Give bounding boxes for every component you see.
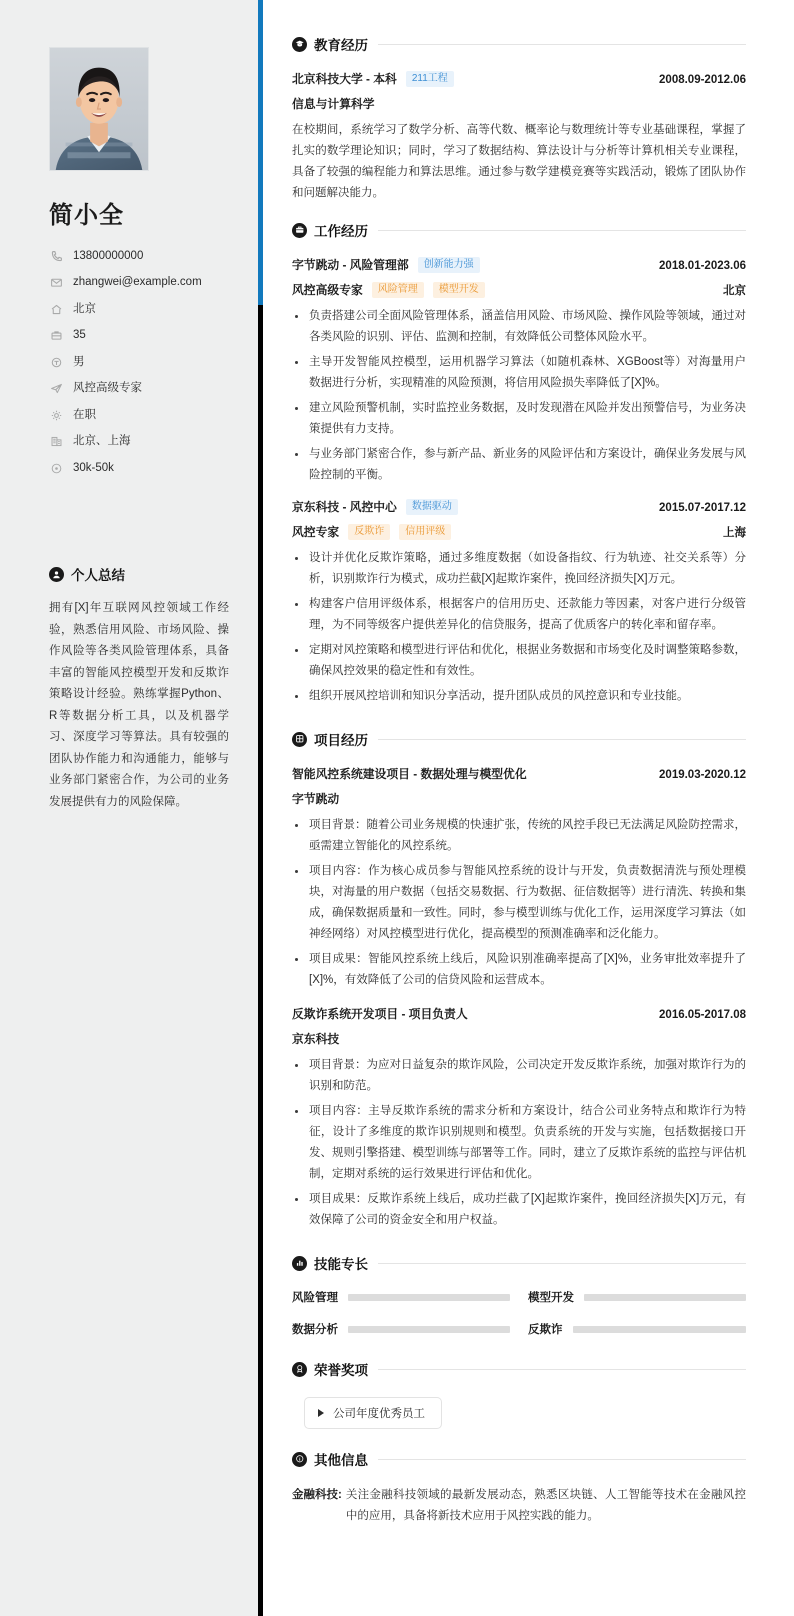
work-date: 2015.07-2017.12 bbox=[659, 502, 746, 514]
salary-icon bbox=[49, 461, 64, 476]
project-entry bbox=[292, 765, 746, 991]
other-info-row bbox=[292, 1485, 746, 1527]
education-school: 北京科技大学 - 本科 bbox=[292, 72, 397, 86]
grid-icon bbox=[292, 732, 307, 747]
contact-city bbox=[49, 301, 232, 317]
contact-salary bbox=[49, 460, 232, 476]
project-name-left bbox=[292, 765, 647, 782]
skill-item bbox=[528, 1289, 746, 1305]
play-triangle-icon bbox=[318, 1409, 324, 1417]
skill-item bbox=[528, 1321, 746, 1337]
bullet-item: 项目背景：随着公司业务规模的快速扩张，传统的风控手段已无法满足风险防控需求，亟需建立智能化的风控系统。 bbox=[292, 815, 746, 857]
contact-value: zhangwei@example.com bbox=[73, 276, 202, 288]
sidebar bbox=[0, 0, 258, 1616]
other-info-header bbox=[292, 1449, 746, 1469]
divider-accent-segment bbox=[258, 0, 263, 305]
honors-title: 荣誉奖项 bbox=[314, 1363, 368, 1378]
contact-value: 35 bbox=[73, 329, 86, 341]
info-circle-icon bbox=[292, 1452, 307, 1467]
bullet-item: 设计并优化反欺诈策略，通过多维度数据（如设备指纹、行为轨迹、社交关系等）分析，识别欺诈行为模式，成功拦截[X]起欺诈案件，挽回经济损失[X]万元。 bbox=[292, 548, 746, 590]
work-location: 北京 bbox=[723, 285, 746, 297]
section-honors bbox=[292, 1359, 746, 1449]
section-projects bbox=[292, 729, 746, 1231]
send-icon bbox=[49, 381, 64, 396]
projects-title: 项目经历 bbox=[314, 733, 368, 748]
work-company-left bbox=[292, 498, 647, 515]
briefcase-icon bbox=[49, 328, 64, 343]
contact-value: 北京、上海 bbox=[73, 435, 131, 447]
bullet-item: 建立风险预警机制，实时监控业务数据，及时发现潜在风险并发出预警信号，为业务决策提供有力支持。 bbox=[292, 398, 746, 440]
work-company: 京东科技 - 风控中心 bbox=[292, 500, 397, 514]
skills-header bbox=[292, 1253, 746, 1273]
work-date: 2018.01-2023.06 bbox=[659, 260, 746, 272]
contact-value: 30k-50k bbox=[73, 461, 114, 474]
skills-grid bbox=[292, 1289, 746, 1337]
bullet-item: 项目成果：反欺诈系统上线后，成功拦截了[X]起欺诈案件，挽回经济损失[X]万元，有效保障了公司的资金安全和用户权益。 bbox=[292, 1189, 746, 1231]
work-role: 风控高级专家 bbox=[292, 283, 363, 297]
skill-label: 模型开发 bbox=[528, 1292, 574, 1304]
section-rule bbox=[378, 44, 746, 45]
contact-value: 男 bbox=[73, 355, 85, 368]
skills-title: 技能专长 bbox=[314, 1257, 368, 1272]
skill-progress-track bbox=[573, 1326, 747, 1333]
contact-gender bbox=[49, 354, 232, 370]
work-role-row bbox=[292, 523, 746, 540]
work-bullets bbox=[292, 548, 746, 707]
contact-locations bbox=[49, 434, 232, 450]
status-icon bbox=[49, 408, 64, 423]
summary-title: 个人总结 bbox=[71, 568, 125, 583]
project-name-left bbox=[292, 1005, 647, 1022]
work-role-tag: 反欺诈 bbox=[348, 524, 390, 540]
project-name: 智能风控系统建设项目 - 数据处理与模型优化 bbox=[292, 767, 527, 781]
education-school-row bbox=[292, 70, 647, 87]
project-entry bbox=[292, 1005, 746, 1231]
project-company: 京东科技 bbox=[292, 1032, 340, 1046]
project-company: 字节跳动 bbox=[292, 792, 340, 806]
section-rule bbox=[378, 1369, 746, 1370]
education-entry bbox=[292, 70, 746, 204]
email-icon bbox=[49, 275, 64, 290]
gender-icon bbox=[49, 355, 64, 370]
skill-label: 数据分析 bbox=[292, 1324, 338, 1336]
bullet-item: 定期对风控策略和模型进行评估和优化，根据业务数据和市场变化及时调整策略参数，确保风控效果的稳定性和有效性。 bbox=[292, 640, 746, 682]
project-head bbox=[292, 765, 746, 782]
work-company-row bbox=[292, 256, 746, 273]
work-header bbox=[292, 220, 746, 240]
honor-label: 公司年度优秀员工 bbox=[333, 1408, 425, 1420]
skill-progress-track bbox=[348, 1326, 510, 1333]
contact-value: 北京 bbox=[73, 302, 96, 315]
contact-status bbox=[49, 407, 232, 423]
profile-photo bbox=[49, 47, 149, 171]
contact-email bbox=[49, 275, 232, 291]
skill-item bbox=[292, 1289, 510, 1305]
education-header bbox=[292, 34, 746, 54]
skill-progress-track bbox=[348, 1294, 510, 1301]
project-date: 2016.05-2017.08 bbox=[659, 1009, 746, 1021]
work-title: 工作经历 bbox=[314, 224, 368, 239]
summary-text: 拥有[X]年互联网风控领域工作经验，熟悉信用风险、市场风险、操作风险等各类风险管理体系，具备丰富的智能风控模型开发和反欺诈策略设计经验。熟练掌握Python、R等数据分析工具，以及机器学习、深度学习等算法。具有较强的团队协作能力和沟通能力，能够与业务部门紧密合作，为公司的业务发展提供有力的风险保障。 bbox=[49, 602, 229, 808]
work-company-tag: 数据驱动 bbox=[406, 499, 458, 515]
section-skills bbox=[292, 1253, 746, 1337]
projects-header bbox=[292, 729, 746, 749]
work-entry bbox=[292, 498, 746, 707]
bullet-item: 项目背景：为应对日益复杂的欺诈风险，公司决定开发反欺诈系统，加强对欺诈行为的识别和防范。 bbox=[292, 1055, 746, 1097]
phone-icon bbox=[49, 249, 64, 264]
project-date: 2019.03-2020.12 bbox=[659, 769, 746, 781]
section-work bbox=[292, 220, 746, 707]
contact-list bbox=[49, 248, 232, 476]
avatar-illustration bbox=[50, 48, 148, 170]
suitcase-icon bbox=[292, 223, 307, 238]
bullet-item: 构建客户信用评级体系，根据客户的信用历史、还款能力等因素，对客户进行分级管理，为不同等级客户提供差异化的信贷服务，提高了优质客户的转化率和留存率。 bbox=[292, 594, 746, 636]
section-rule bbox=[378, 739, 746, 740]
project-bullets bbox=[292, 815, 746, 991]
honors-header bbox=[292, 1359, 746, 1379]
chart-bar-icon bbox=[292, 1256, 307, 1271]
bullet-item: 项目成果：智能风控系统上线后，风险识别准确率提高了[X]%，业务审批效率提升了[X]%，有效降低了公司的信贷风险和运营成本。 bbox=[292, 949, 746, 991]
skill-label: 风险管理 bbox=[292, 1292, 338, 1304]
education-date: 2008.09-2012.06 bbox=[659, 74, 746, 86]
skill-label: 反欺诈 bbox=[528, 1324, 563, 1336]
other-info-label: 金融科技: bbox=[292, 1489, 342, 1501]
education-tag: 211工程 bbox=[406, 71, 454, 87]
education-entry-head bbox=[292, 70, 746, 87]
contact-value: 在职 bbox=[73, 408, 96, 421]
candidate-name: 简小全 bbox=[49, 202, 124, 229]
work-location: 上海 bbox=[723, 527, 746, 539]
section-other-info bbox=[292, 1449, 746, 1527]
project-name: 反欺诈系统开发项目 - 项目负责人 bbox=[292, 1007, 468, 1021]
award-icon bbox=[292, 1362, 307, 1377]
bullet-item: 主导开发智能风控模型，运用机器学习算法（如随机森林、XGBoost等）对海量用户数据进行分析，实现精准的风险预测，将信用风险损失率降低了[X]%。 bbox=[292, 352, 746, 394]
bullet-item: 组织开展风控培训和知识分享活动，提升团队成员的风控意识和专业技能。 bbox=[292, 686, 746, 707]
work-company-row bbox=[292, 498, 746, 515]
education-major: 信息与计算科学 bbox=[292, 97, 375, 111]
skill-item bbox=[292, 1321, 510, 1337]
work-role-row bbox=[292, 281, 746, 298]
work-company: 字节跳动 - 风险管理部 bbox=[292, 258, 409, 272]
work-role-tag: 风险管理 bbox=[372, 282, 424, 298]
work-role-tag: 信用评级 bbox=[399, 524, 451, 540]
section-rule bbox=[378, 230, 746, 231]
user-circle-icon bbox=[49, 567, 64, 582]
contact-phone bbox=[49, 248, 232, 264]
vertical-divider bbox=[258, 0, 263, 1616]
section-rule bbox=[378, 1459, 746, 1460]
education-title: 教育经历 bbox=[314, 38, 368, 53]
work-entry bbox=[292, 256, 746, 486]
contact-value: 13800000000 bbox=[73, 249, 144, 262]
home-icon bbox=[49, 302, 64, 317]
work-role-left bbox=[292, 281, 711, 298]
summary-header bbox=[49, 564, 232, 584]
bullet-item: 负责搭建公司全面风险管理体系，涵盖信用风险、市场风险、操作风险等领域，通过对各类风险的识别、评估、监测和控制，有效降低公司整体风险水平。 bbox=[292, 306, 746, 348]
project-bullets bbox=[292, 1055, 746, 1231]
skill-progress-track bbox=[584, 1294, 746, 1301]
project-head bbox=[292, 1005, 746, 1022]
work-company-tag: 创新能力强 bbox=[418, 257, 480, 273]
contact-title bbox=[49, 381, 232, 397]
work-bullets bbox=[292, 306, 746, 486]
work-role: 风控专家 bbox=[292, 525, 340, 539]
honor-item[interactable] bbox=[304, 1397, 442, 1429]
main-content bbox=[263, 0, 794, 1616]
bullet-item: 项目内容：主导反欺诈系统的需求分析和方案设计，结合公司业务特点和欺诈行为特征，设计了多维度的欺诈识别规则和模型。负责系统的开发与实施，包括数据接口开发、规则引擎搭建、模型训练与部署等工作。同时，建立了反欺诈系统的监控与评估机制，定期对系统的运行效果进行评估和优化。 bbox=[292, 1101, 746, 1185]
graduation-cap-icon bbox=[292, 37, 307, 52]
section-rule bbox=[378, 1263, 746, 1264]
work-company-left bbox=[292, 256, 647, 273]
bullet-item: 与业务部门紧密合作，参与新产品、新业务的风险评估和方案设计，确保业务发展与风险控制的平衡。 bbox=[292, 444, 746, 486]
bullet-item: 项目内容：作为核心成员参与智能风控系统的设计与开发，负责数据清洗与预处理模块，对海量的用户数据（包括交易数据、行为数据、征信数据等）进行清洗、转换和集成，确保数据质量和一致性。同时，参与模型训练与优化工作，运用深度学习算法（如神经网络）对风控模型进行优化，提高模型的预测准确率和泛化能力。 bbox=[292, 861, 746, 945]
work-role-left bbox=[292, 523, 711, 540]
work-role-tag: 模型开发 bbox=[433, 282, 485, 298]
section-education bbox=[292, 34, 746, 204]
contact-age bbox=[49, 328, 232, 344]
contact-value: 风控高级专家 bbox=[73, 382, 142, 394]
other-info-title: 其他信息 bbox=[314, 1453, 368, 1468]
building-icon bbox=[49, 434, 64, 449]
education-description: 在校期间，系统学习了数学分析、高等代数、概率论与数理统计等专业基础课程，掌握了扎实的数学理论知识；同时，学习了数据结构、算法设计与分析等计算机相关专业课程，具备了较强的编程能力和算法思维。通过参与数学建模竞赛等实践活动，锻炼了团队协作和问题解决能力。 bbox=[292, 124, 746, 199]
other-info-value: 关注金融科技领域的最新发展动态，熟悉区块链、人工智能等技术在金融风控中的应用，具备将新技术应用于风控实践的能力。 bbox=[345, 1489, 746, 1522]
